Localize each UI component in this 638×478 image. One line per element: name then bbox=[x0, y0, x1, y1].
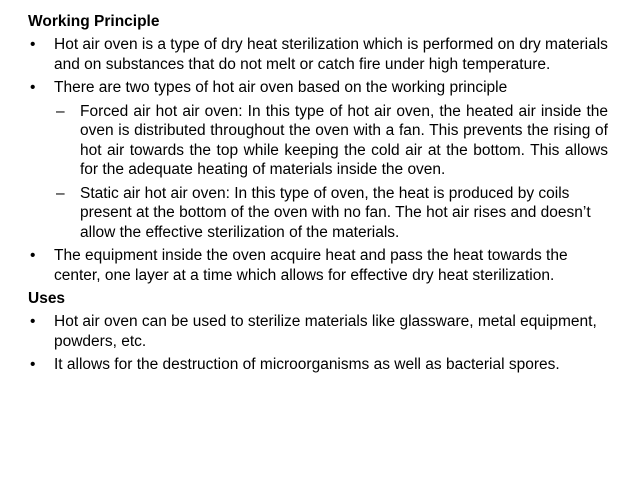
bullet-text: It allows for the destruction of microorganisms as well as bacterial spores. bbox=[54, 356, 560, 373]
bullet-item bbox=[28, 312, 608, 351]
bullet-item bbox=[28, 35, 608, 74]
bullet-item bbox=[28, 78, 608, 98]
bullet-marker: • bbox=[30, 313, 36, 330]
bullet-text: Hot air oven can be used to sterilize materials like glassware, metal equipment, powders, etc. bbox=[54, 313, 597, 350]
bullet-marker: • bbox=[30, 247, 36, 264]
sub-bullet-text: Static air hot air oven: In this type of oven, the heat is produced by coils present at the bottom of the oven with no fan. The hot air rises and doesn’t allow the effective sterilization of the materials. bbox=[80, 184, 591, 241]
dash-marker: – bbox=[56, 102, 65, 120]
heading-working-principle: Working Principle bbox=[28, 13, 160, 30]
dash-marker: – bbox=[56, 184, 65, 202]
sub-bullet-item bbox=[28, 184, 608, 243]
bullet-marker: • bbox=[30, 356, 36, 373]
bullet-text: There are two types of hot air oven based on the working principle bbox=[54, 79, 508, 96]
sub-bullet-item bbox=[28, 102, 608, 180]
bullet-item bbox=[28, 246, 608, 285]
bullet-item bbox=[28, 355, 608, 375]
bullet-text: Hot air oven is a type of dry heat sterilization which is performed on dry materials and on substances that do not melt or catch fire under high temperature. bbox=[54, 36, 608, 73]
bullet-text: The equipment inside the oven acquire heat and pass the heat towards the center, one layer at a time which allows for effective dry heat sterilization. bbox=[54, 247, 568, 284]
bullet-marker: • bbox=[30, 36, 36, 53]
bullet-marker: • bbox=[30, 79, 36, 96]
heading-uses: Uses bbox=[28, 290, 66, 307]
sub-bullet-text: Forced air hot air oven: In this type of hot air oven, the heated air inside the oven is distributed throughout the oven with a fan. This prevents the rising of hot air towards the top while keeping the cold air at the bottom. This allows for the adequate heating of materials inside the oven. bbox=[80, 102, 608, 178]
